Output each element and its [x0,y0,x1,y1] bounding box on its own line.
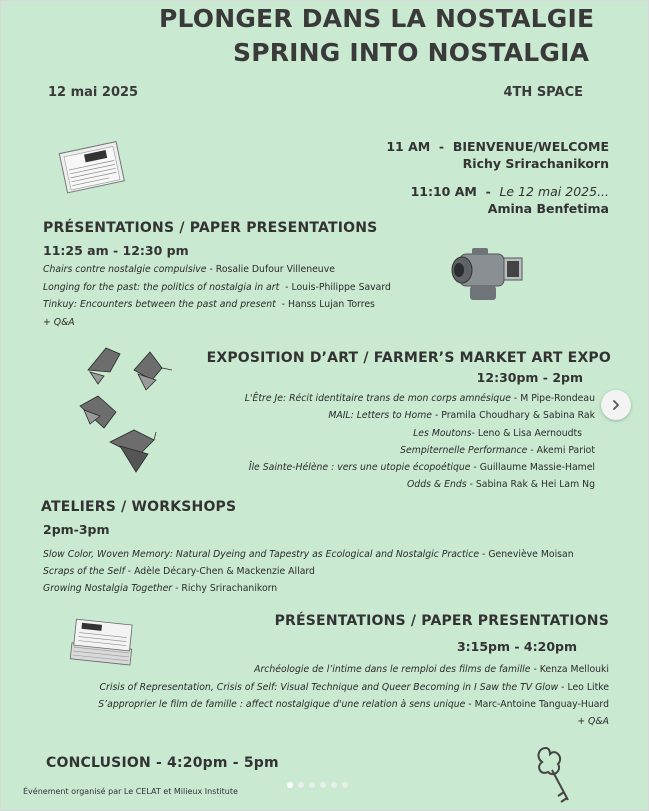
list-item: Île Sainte-Hélène : vers une utopie écopoétique - Guillaume Massie-Hamel [248,462,595,473]
newspaper-stack-icon [66,616,138,672]
chevron-right-icon [610,399,622,411]
list-item: Slow Color, Woven Memory: Natural Dyeing and Tapestry as Ecological and Nostalgic Practice - Geneviève Moisan [43,549,574,560]
presentations-time-1: 11:25 am - 12:30 pm [43,243,189,258]
welcome-line-2: 11:10 AM - Le 12 mai 2025... [410,184,609,199]
title-french: PLONGER DANS LA NOSTALGIE [159,4,595,33]
footer-note: Événement organisé par Le CELAT et Milieux Institute [23,787,238,796]
list-item: Tinkuy: Encounters between the past and present - Hanss Lujan Torres [43,299,375,310]
qa-note: + Q&A [577,716,609,727]
event-venue: 4TH SPACE [503,85,583,100]
list-item: Scraps of the Self - Adèle Décary-Chen & Mackenzie Allard [43,566,315,577]
carousel-dots [287,782,348,788]
list-item: Les Moutons- Leno & Lisa Aernoudts [413,428,582,439]
workshops-heading: ATELIERS / WORKSHOPS [41,499,237,515]
carousel-dot[interactable] [287,782,293,788]
list-item: Odds & Ends - Sabina Rak & Hei Lam Ng [406,479,595,490]
carousel-dot[interactable] [309,782,315,788]
presentations-time-2: 3:15pm - 4:20pm [456,639,577,654]
welcome-speaker-1: Richy Srirachanikorn [462,156,609,171]
list-item: S’approprier le film de famille : affect nostalgique d'une relation à sens unique - Marc-Antoine Tanguay-Huard [98,699,609,710]
list-item: L'Être Je: Récit identitaire trans de mon corps amnésique - M Pipe-Rondeau [244,393,595,404]
next-slide-button[interactable] [601,390,631,420]
list-item: Chairs contre nostalgie compulsive - Rosalie Dufour Villeneuve [43,264,335,275]
key-icon [528,744,578,808]
list-item: MAIL: Letters to Home - Pramila Choudhary & Sabina Rak [328,410,595,421]
carousel-dot[interactable] [298,782,304,788]
event-date: 12 mai 2025 [48,85,139,100]
list-item: Crisis of Representation, Crisis of Self: Visual Technique and Queer Becoming in I Saw the TV Glow - Leo Litke [99,682,609,693]
title-english: SPRING INTO NOSTALGIA [233,38,590,67]
presentations-heading-1: PRÉSENTATIONS / PAPER PRESENTATIONS [43,220,378,236]
list-item: Longing for the past: the politics of nostalgia in art - Louis-Philippe Savard [43,282,391,293]
newspaper-icon [57,137,129,199]
workshops-time: 2pm-3pm [43,522,110,537]
butterfly-icon [76,340,186,485]
welcome-line-1: 11 AM - BIENVENUE/WELCOME [386,139,609,154]
expo-time: 12:30pm - 2pm [476,370,583,385]
carousel-dot[interactable] [342,782,348,788]
carousel-dot[interactable] [320,782,326,788]
expo-heading: EXPOSITION D’ART / FARMER’S MARKET ART EXPO [206,350,611,366]
list-item: Archéologie de l’intime dans le remploi des films de famille - Kenza Mellouki [254,664,609,675]
list-item: Growing Nostalgia Together - Richy Srirachanikorn [43,583,278,594]
camcorder-icon [446,240,526,310]
welcome-speaker-2: Amina Benfetima [487,201,609,216]
qa-note: + Q&A [43,317,75,328]
carousel-dot[interactable] [331,782,337,788]
conclusion-line: CONCLUSION - 4:20pm - 5pm [46,755,279,771]
list-item: Sempiternelle Performance - Akemi Pariot [400,445,595,456]
presentations-heading-2: PRÉSENTATIONS / PAPER PRESENTATIONS [274,613,609,629]
